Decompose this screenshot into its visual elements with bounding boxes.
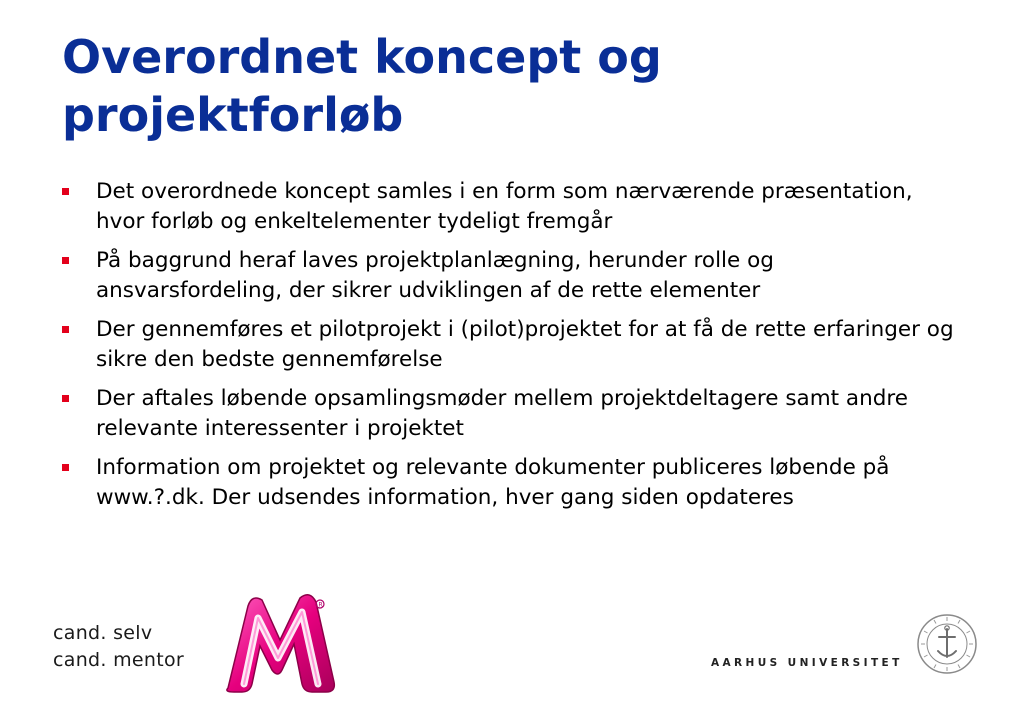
bullet-list	[62, 177, 962, 522]
bullet-text: På baggrund heraf laves projektplanlægning, herunder rolle og ansvarsfordeling, der sikrer udviklingen af de rette elementer	[96, 248, 774, 303]
bullet-square-icon	[62, 257, 69, 264]
bullet-text: Information om projektet og relevante dokumenter publiceres løbende på www.?.dk. Der udsendes information, hver gang siden opdateres	[96, 455, 890, 510]
footer-program-names	[53, 620, 184, 674]
bullet-item	[62, 315, 962, 375]
bullet-text: Der aftales løbende opsamlingsmøder mellem projektdeltagere samt andre relevante interessenter i projektet	[96, 386, 908, 441]
bullet-square-icon	[62, 395, 69, 402]
svg-text:R: R	[318, 601, 323, 609]
bullet-item	[62, 384, 962, 444]
pink-m-logo-icon	[222, 588, 338, 696]
university-seal-icon	[916, 613, 978, 675]
bullet-square-icon	[62, 188, 69, 195]
university-name: AARHUS UNIVERSITET	[711, 657, 903, 669]
bullet-square-icon	[62, 464, 69, 471]
bullet-item	[62, 453, 962, 513]
bullet-square-icon	[62, 326, 69, 333]
footer-line-cand-selv: cand. selv	[53, 622, 153, 644]
bullet-item	[62, 177, 962, 237]
slide-title: Overordnet koncept og projektforløb	[62, 30, 662, 142]
bullet-text: Der gennemføres et pilotprojekt i (pilot)projektet for at få de rette erfaringer og sikre den bedste gennemførelse	[96, 317, 954, 372]
bullet-item	[62, 246, 962, 306]
footer-line-cand-mentor: cand. mentor	[53, 649, 184, 671]
bullet-text: Det overordnede koncept samles i en form som nærværende præsentation, hvor forløb og enkeltelementer tydeligt fremgår	[96, 179, 913, 234]
